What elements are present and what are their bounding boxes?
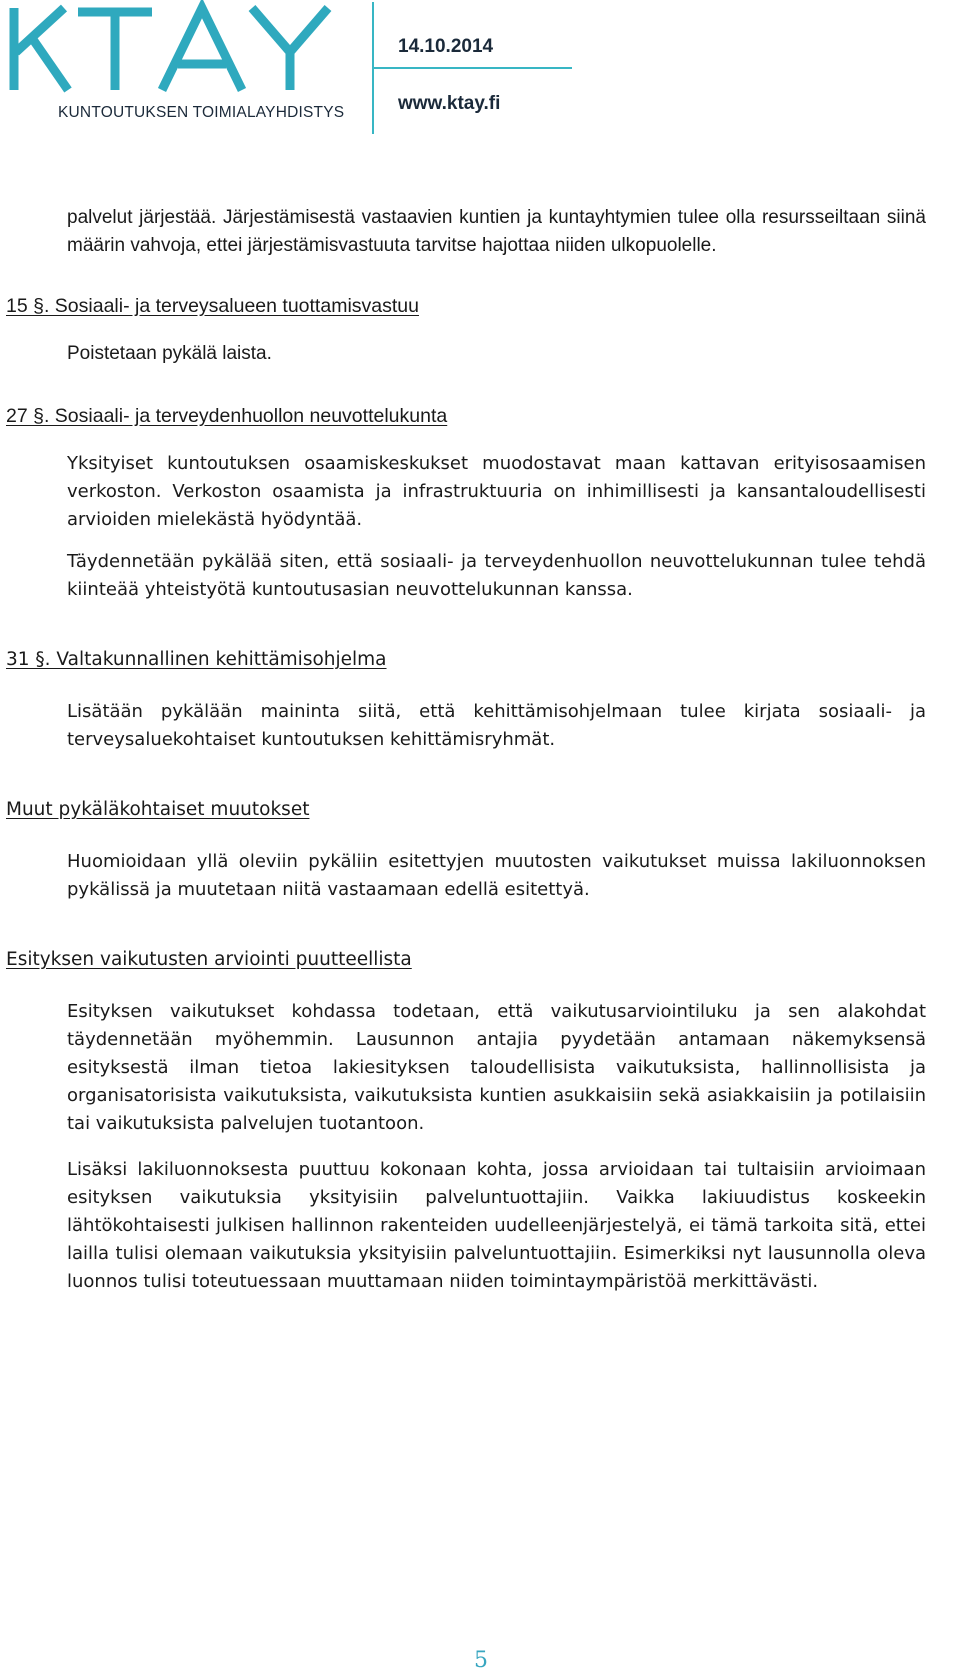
page-number: 5 xyxy=(474,1648,488,1673)
header-url: www.ktay.fi xyxy=(398,93,501,114)
section-15-text: Poistetaan pykälä laista. xyxy=(67,343,272,364)
section-27-paragraph-2: Täydennetään pykälää siten, että sosiaali- ja terveydenhuollon neuvottelukunnan tulee tehdä kiinteää yhteistyötä kuntoutusasian neuvottelukunnan kanssa. xyxy=(67,551,926,600)
logo-letter-t xyxy=(78,12,152,90)
other-changes-heading: Muut pykäläkohtaiset muutokset xyxy=(6,799,310,820)
impact-assessment-paragraph-2: Lisäksi lakiluonnoksesta puuttuu kokonaan kohta, jossa arvioidaan tai tultaisiin arvioimaan esityksen vaikutuksia yksityisiin palveluntuottajiin. Vaikka lakiuudistus koskeekin lähtökohtaisesti julkisen hallinnon rakenteiden uudelleenjärjestelyä, ei tämä tarkoita sitä, ettei lailla tulisi olemaan vaikutuksia yksityisiin palveluntuottajiin. Esimerkiksi nyt lausunnolla oleva luonnos tulisi toteutuessaan muuttamaan niiden toimintaympäristöä merkittävästi. xyxy=(67,1159,926,1292)
intro-paragraph: palvelut järjestää. Järjestämisestä vastaavien kuntien ja kuntayhtymien tulee olla resursseiltaan siinä määrin vahvoja, ettei järjestämisvastuuta tarvitse hajottaa niiden ulkopuolelle. xyxy=(67,207,926,256)
section-15-heading: 15 §. Sosiaali- ja terveysalueen tuottamisvastuu xyxy=(6,295,419,317)
section-27-heading: 27 §. Sosiaali- ja terveydenhuollon neuvottelukunta xyxy=(6,405,448,427)
impact-assessment-heading: Esityksen vaikutusten arviointi puutteellista xyxy=(6,949,412,970)
header-divider-horizontal xyxy=(374,67,572,69)
logo-letter-k xyxy=(14,8,68,90)
impact-assessment-paragraph-1: Esityksen vaikutukset kohdassa todetaan, että vaikutusarviointiluku ja sen alakohdat täydennetään myöhemmin. Lausunnon antajia pyydetään antamaan näkemyksensä esityksestä ilman tietoa lakiesityksen taloudellisista vaikutuksista, hallinnollisista ja organisatorisista vaikutuksista, vaikutuksista kuntien asukkaisiin sekä asiakkaisiin ja potilaisiin tai vaikutuksista palvelujen tuotantoon. xyxy=(67,1001,926,1134)
document-header xyxy=(0,0,960,140)
logo-letter-y xyxy=(252,8,328,90)
ktay-logo xyxy=(2,0,362,135)
logo-letter-a xyxy=(162,8,242,90)
section-31-paragraph: Lisätään pykälään maininta siitä, että kehittämisohjelmaan tulee kirjata sosiaali- ja terveysaluekohtaiset kuntoutuksen kehittämisryhmät. xyxy=(67,701,926,750)
other-changes-paragraph: Huomioidaan yllä oleviin pykäliin esitettyjen muutosten vaikutukset muissa lakiluonnoksen pykälissä ja muutetaan niitä vastaamaan edellä esitettyä. xyxy=(67,851,926,900)
section-31-heading: 31 §. Valtakunnallinen kehittämisohjelma xyxy=(6,649,387,670)
header-date: 14.10.2014 xyxy=(398,36,494,57)
logo-subtitle: KUNTOUTUKSEN TOIMIALAYHDISTYS xyxy=(58,104,345,121)
ktay-logo-mark xyxy=(2,0,362,100)
section-27-paragraph-1: Yksityiset kuntoutuksen osaamiskeskukset muodostavat maan kattavan erityisosaamisen verkoston. Verkoston osaamista ja infrastruktuuria on inhimillisesti ja kansantaloudellisesti arvioiden mielekästä hyödyntää. xyxy=(67,453,926,530)
document-body xyxy=(0,204,960,1296)
